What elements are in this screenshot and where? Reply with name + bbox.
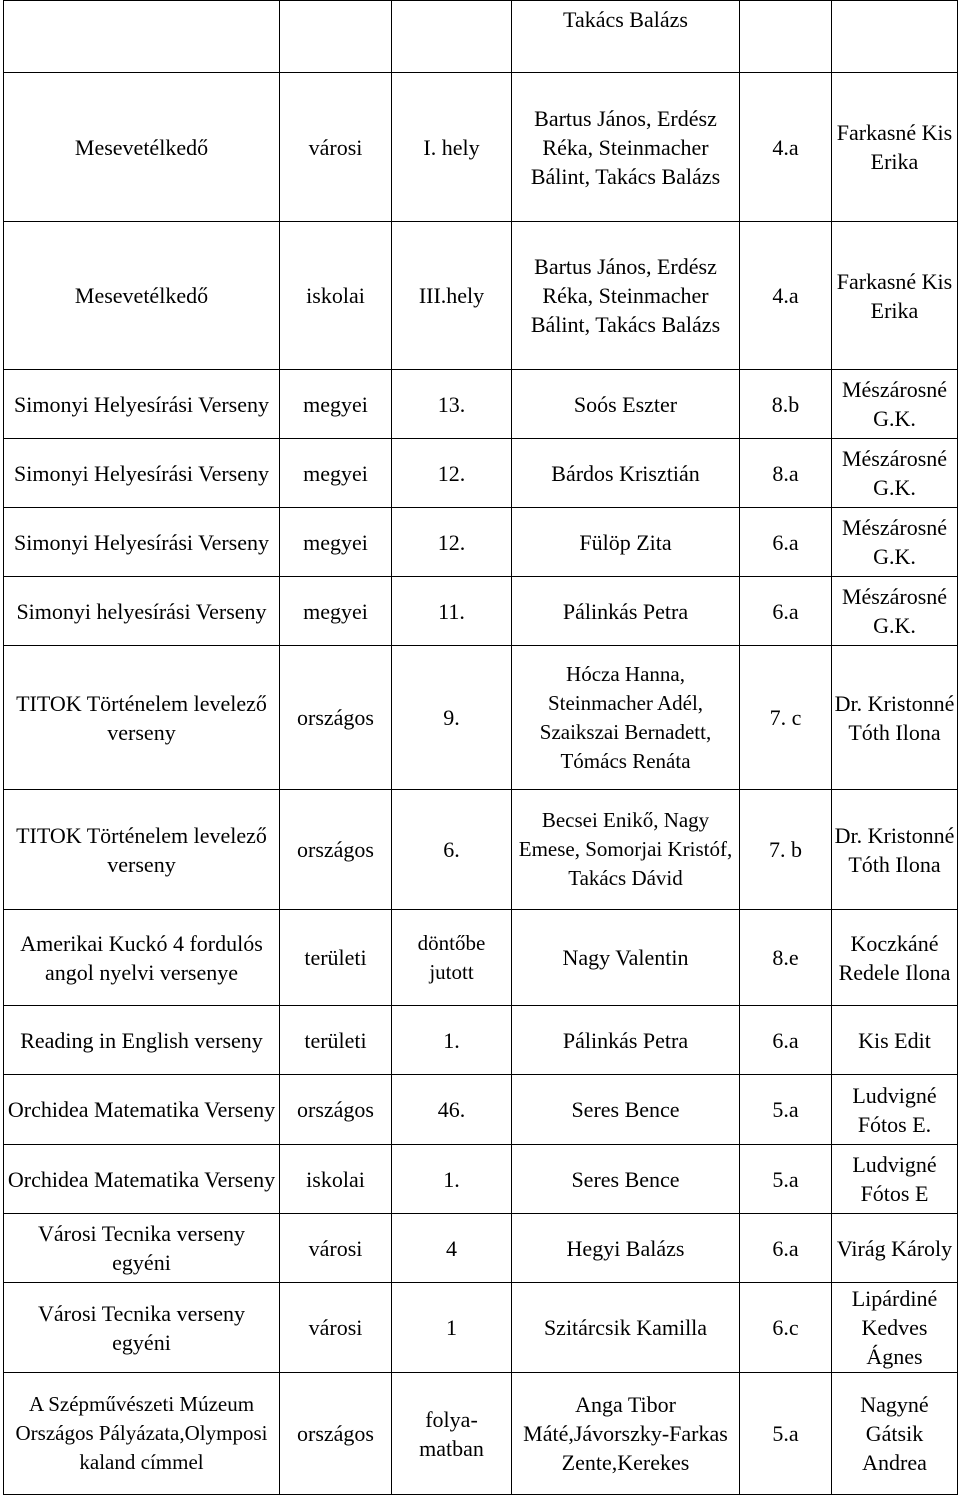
teacher-cell: Koczkáné Redele Ilona: [832, 910, 958, 1006]
competition-cell: Amerikai Kuckó 4 fordulós angol nyelvi versenye: [4, 910, 280, 1006]
table-row: [4, 370, 958, 439]
level-cell: országos: [280, 1075, 392, 1145]
teacher-cell: Virág Károly: [832, 1214, 958, 1283]
competition-cell: Orchidea Matematika Verseny: [4, 1145, 280, 1214]
students-cell: Bárdos Krisztián: [512, 439, 740, 508]
table-row: [4, 1006, 958, 1075]
teacher-cell: Ludvigné Fótos E.: [832, 1075, 958, 1145]
placement-cell: 12.: [392, 508, 512, 577]
teacher-cell: Lipárdiné Kedves Ágnes: [832, 1283, 958, 1373]
level-cell: országos: [280, 646, 392, 790]
students-cell: Seres Bence: [512, 1145, 740, 1214]
placement-cell: 46.: [392, 1075, 512, 1145]
class-cell: 6.a: [740, 1214, 832, 1283]
teacher-cell: Farkasné Kis Erika: [832, 222, 958, 370]
level-cell: országos: [280, 1373, 392, 1495]
competition-cell: Simonyi helyesírási Verseny: [4, 577, 280, 646]
class-cell: 8.b: [740, 370, 832, 439]
level-cell: városi: [280, 1283, 392, 1373]
placement-cell: 11.: [392, 577, 512, 646]
class-cell: 5.a: [740, 1075, 832, 1145]
placement-cell: 4: [392, 1214, 512, 1283]
competition-cell: Simonyi Helyesírási Verseny: [4, 439, 280, 508]
competition-cell: Városi Tecnika verseny egyéni: [4, 1214, 280, 1283]
table-row: [4, 646, 958, 790]
teacher-cell: Dr. Kristonné Tóth Ilona: [832, 790, 958, 910]
competition-cell: TITOK Történelem levelező verseny: [4, 646, 280, 790]
class-cell: 5.a: [740, 1145, 832, 1214]
competition-cell: Simonyi Helyesírási Verseny: [4, 370, 280, 439]
level-cell: [280, 1, 392, 73]
teacher-cell: Mészárosné G.K.: [832, 577, 958, 646]
table-row: [4, 1075, 958, 1145]
competition-cell: Reading in English verseny: [4, 1006, 280, 1075]
students-cell: Hócza Hanna, Steinmacher Adél, Szaikszai Bernadett, Tómács Renáta: [512, 646, 740, 790]
class-cell: 7. b: [740, 790, 832, 910]
class-cell: 6.c: [740, 1283, 832, 1373]
placement-cell: 1.: [392, 1145, 512, 1214]
competition-cell: A Szépművészeti Múzeum Országos Pályázata,Olymposi kaland címmel: [4, 1373, 280, 1495]
students-cell: Anga Tibor Máté,Jávorszky-Farkas Zente,Kerekes: [512, 1373, 740, 1495]
level-cell: megyei: [280, 439, 392, 508]
level-cell: megyei: [280, 577, 392, 646]
class-cell: 4.a: [740, 73, 832, 222]
level-cell: városi: [280, 1214, 392, 1283]
class-cell: 8.e: [740, 910, 832, 1006]
competition-cell: TITOK Történelem levelező verseny: [4, 790, 280, 910]
placement-cell: 9.: [392, 646, 512, 790]
class-cell: 8.a: [740, 439, 832, 508]
table-row: [4, 910, 958, 1006]
teacher-cell: Nagyné Gátsik Andrea: [832, 1373, 958, 1495]
placement-cell: döntőbe jutott: [392, 910, 512, 1006]
table-row: [4, 1, 958, 73]
students-cell: Fülöp Zita: [512, 508, 740, 577]
level-cell: országos: [280, 790, 392, 910]
students-cell: Becsei Enikő, Nagy Emese, Somorjai Kristóf, Takács Dávid: [512, 790, 740, 910]
teacher-cell: Mészárosné G.K.: [832, 439, 958, 508]
students-cell: Soós Eszter: [512, 370, 740, 439]
students-cell: Seres Bence: [512, 1075, 740, 1145]
students-cell: Hegyi Balázs: [512, 1214, 740, 1283]
level-cell: területi: [280, 1006, 392, 1075]
teacher-cell: [832, 1, 958, 73]
table-row: [4, 1145, 958, 1214]
teacher-cell: Mészárosné G.K.: [832, 508, 958, 577]
students-cell: Szitárcsik Kamilla: [512, 1283, 740, 1373]
results-table: [3, 0, 958, 1495]
teacher-cell: Kis Edit: [832, 1006, 958, 1075]
level-cell: megyei: [280, 508, 392, 577]
students-cell: Pálinkás Petra: [512, 1006, 740, 1075]
class-cell: 4.a: [740, 222, 832, 370]
level-cell: iskolai: [280, 1145, 392, 1214]
level-cell: megyei: [280, 370, 392, 439]
students-cell: Nagy Valentin: [512, 910, 740, 1006]
students-cell: Pálinkás Petra: [512, 577, 740, 646]
competition-cell: Mesevetélkedő: [4, 73, 280, 222]
teacher-cell: Dr. Kristonné Tóth Ilona: [832, 646, 958, 790]
class-cell: 6.a: [740, 508, 832, 577]
class-cell: 6.a: [740, 1006, 832, 1075]
table-row: [4, 790, 958, 910]
competition-cell: Simonyi Helyesírási Verseny: [4, 508, 280, 577]
placement-cell: folya-matban: [392, 1373, 512, 1495]
competition-cell: Mesevetélkedő: [4, 222, 280, 370]
teacher-cell: Mészárosné G.K.: [832, 370, 958, 439]
placement-cell: 12.: [392, 439, 512, 508]
placement-cell: I. hely: [392, 73, 512, 222]
table-row: [4, 73, 958, 222]
competition-cell: Orchidea Matematika Verseny: [4, 1075, 280, 1145]
competition-cell: [4, 1, 280, 73]
placement-cell: 1: [392, 1283, 512, 1373]
level-cell: iskolai: [280, 222, 392, 370]
table-row: [4, 508, 958, 577]
class-cell: [740, 1, 832, 73]
class-cell: 5.a: [740, 1373, 832, 1495]
level-cell: területi: [280, 910, 392, 1006]
students-cell: Bartus János, Erdész Réka, Steinmacher Bálint, Takács Balázs: [512, 222, 740, 370]
placement-cell: 6.: [392, 790, 512, 910]
table-row: [4, 222, 958, 370]
level-cell: városi: [280, 73, 392, 222]
competition-cell: Városi Tecnika verseny egyéni: [4, 1283, 280, 1373]
placement-cell: III.hely: [392, 222, 512, 370]
students-cell: Bartus János, Erdész Réka, Steinmacher Bálint, Takács Balázs: [512, 73, 740, 222]
table-row: [4, 1373, 958, 1495]
teacher-cell: Farkasné Kis Erika: [832, 73, 958, 222]
table-row: [4, 1283, 958, 1373]
placement-cell: 1.: [392, 1006, 512, 1075]
table-row: [4, 439, 958, 508]
placement-cell: [392, 1, 512, 73]
teacher-cell: Ludvigné Fótos E: [832, 1145, 958, 1214]
placement-cell: 13.: [392, 370, 512, 439]
table-row: [4, 577, 958, 646]
table-row: [4, 1214, 958, 1283]
class-cell: 7. c: [740, 646, 832, 790]
students-cell: Takács Balázs: [512, 1, 740, 73]
class-cell: 6.a: [740, 577, 832, 646]
